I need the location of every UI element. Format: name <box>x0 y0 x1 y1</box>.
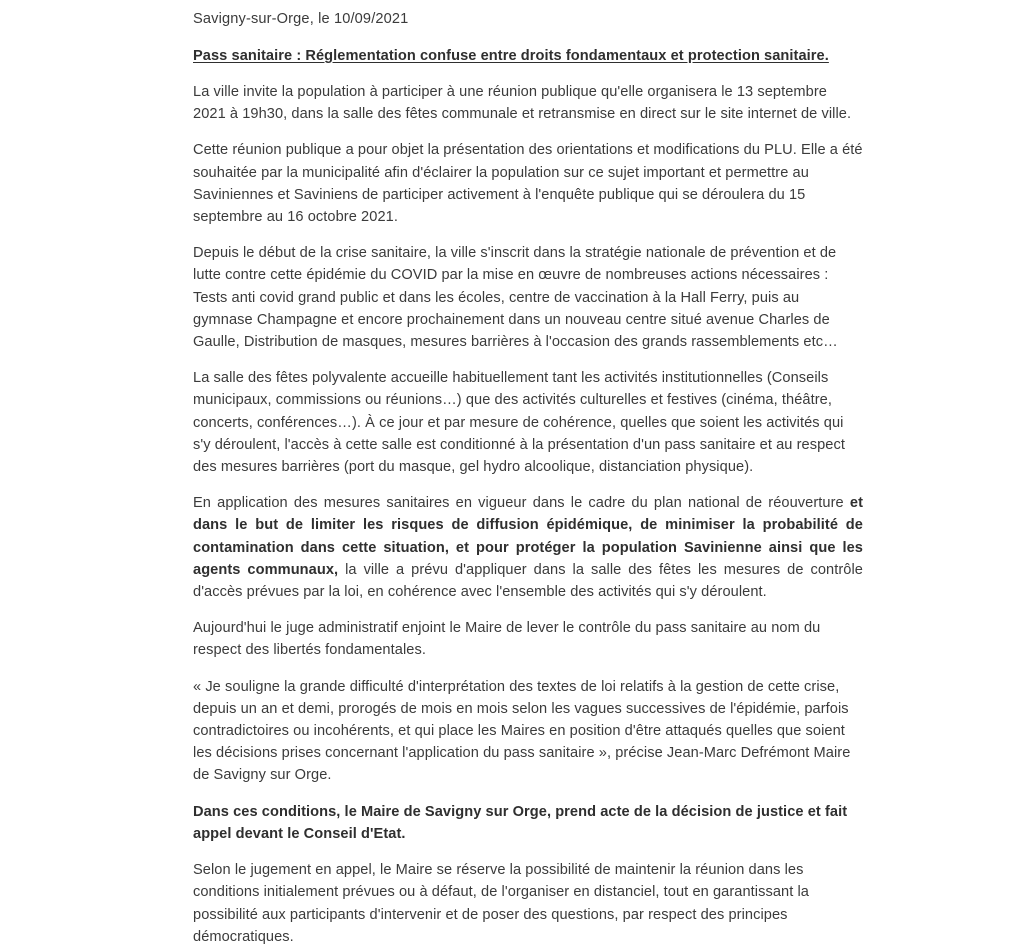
paragraph-citation-maire: « Je souligne la grande difficulté d'interprétation des textes de loi relatifs à la gestion de cette crise, depuis un an et demi, prorogés de mois en mois selon les vagues successives de l'épidémie, parfois contradictoires ou incohérents, et qui place les Maires en position d'être attaqués quelles que soient les décisions prises concernant l'application du pass sanitaire », précise Jean-Marc Defrémont Maire de Savigny sur Orge. <box>193 678 851 784</box>
document-body <box>193 8 863 948</box>
paragraph-mesures-lead: En application des mesures sanitaires en vigueur dans le cadre du plan national de réouverture <box>193 495 850 512</box>
paragraph-jugement-appel: Selon le jugement en appel, le Maire se réserve la possibilité de maintenir la réunion dans les conditions initialement prévues ou à défaut, de l'organiser en distanciel, tout en garantissant la possibilité aux participants d'intervenir et de poser des questions, par respect des principes démocratiques. <box>193 862 809 945</box>
paragraph-salle-des-fetes: La salle des fêtes polyvalente accueille habituellement tant les activités institutionnelles (Conseils municipaux, commissions ou réunions…) que des activités culturelles et festives (cinéma, théâtre, concerts, conférences…). À ce jour et par mesure de cohérence, quelles que soient les activités qui s'y déroulent, l'accès à cette salle est conditionné à la présentation d'un pass sanitaire et au respect des mesures barrières (port du masque, gel hydro alcoolique, distanciation physique). <box>193 370 845 476</box>
paragraph-objet-plu: Cette réunion publique a pour objet la présentation des orientations et modifications du PLU. Elle a été souhaitée par la municipalité afin d'éclairer la population sur ce sujet important et permettre au Saviniennes et Saviniens de participer activement à l'enquête publique qui se déroulera du 15 septembre au 16 octobre 2021. <box>193 142 863 226</box>
dateline: Savigny-sur-Orge, le 10/09/2021 <box>193 11 409 27</box>
paragraph-juge-administratif: Aujourd'hui le juge administratif enjoint le Maire de lever le contrôle du pass sanitaire au nom du respect des libertés fondamentales. <box>193 620 821 659</box>
paragraph-mesures-sanitaires <box>193 492 863 603</box>
paragraph-mesures-tail: la ville a prévu d'appliquer dans la salle des fêtes les mesures de contrôle d'accès prévues par la loi, en cohérence avec l'ensemble des activités qui s'y déroulent. <box>193 561 863 601</box>
paragraph-appel-conseil-etat: Dans ces conditions, le Maire de Savigny sur Orge, prend acte de la décision de justice et fait appel devant le Conseil d'Etat. <box>193 803 848 842</box>
paragraph-reunion-publique: La ville invite la population à participer à une réunion publique qu'elle organisera le 13 septembre 2021 à 19h30, dans la salle des fêtes communale et retransmise en direct sur le site internet de ville. <box>193 84 852 123</box>
page-title: Pass sanitaire : Réglementation confuse entre droits fondamentaux et protection sanitaire. <box>193 48 829 64</box>
paragraph-strategie-sanitaire: Depuis le début de la crise sanitaire, la ville s'inscrit dans la stratégie nationale de prévention et de lutte contre cette épidémie du COVID par la mise en œuvre de nombreuses actions nécessaires : Tests anti covid grand public et dans les écoles, centre de vaccination à la Hall Ferry, puis au gymnase Champagne et encore prochainement dans un nouveau centre situé avenue Charles de Gaulle, Distribution de masques, mesures barrières à l'occasion des grands rassemblements etc… <box>193 245 838 351</box>
paragraph-mesures-emphasis: et dans le but de limiter les risques de diffusion épidémique, de minimiser la probabilité de contamination dans cette situation, et pour protéger la population Savinienne ainsi que les agents communaux, <box>193 495 863 578</box>
